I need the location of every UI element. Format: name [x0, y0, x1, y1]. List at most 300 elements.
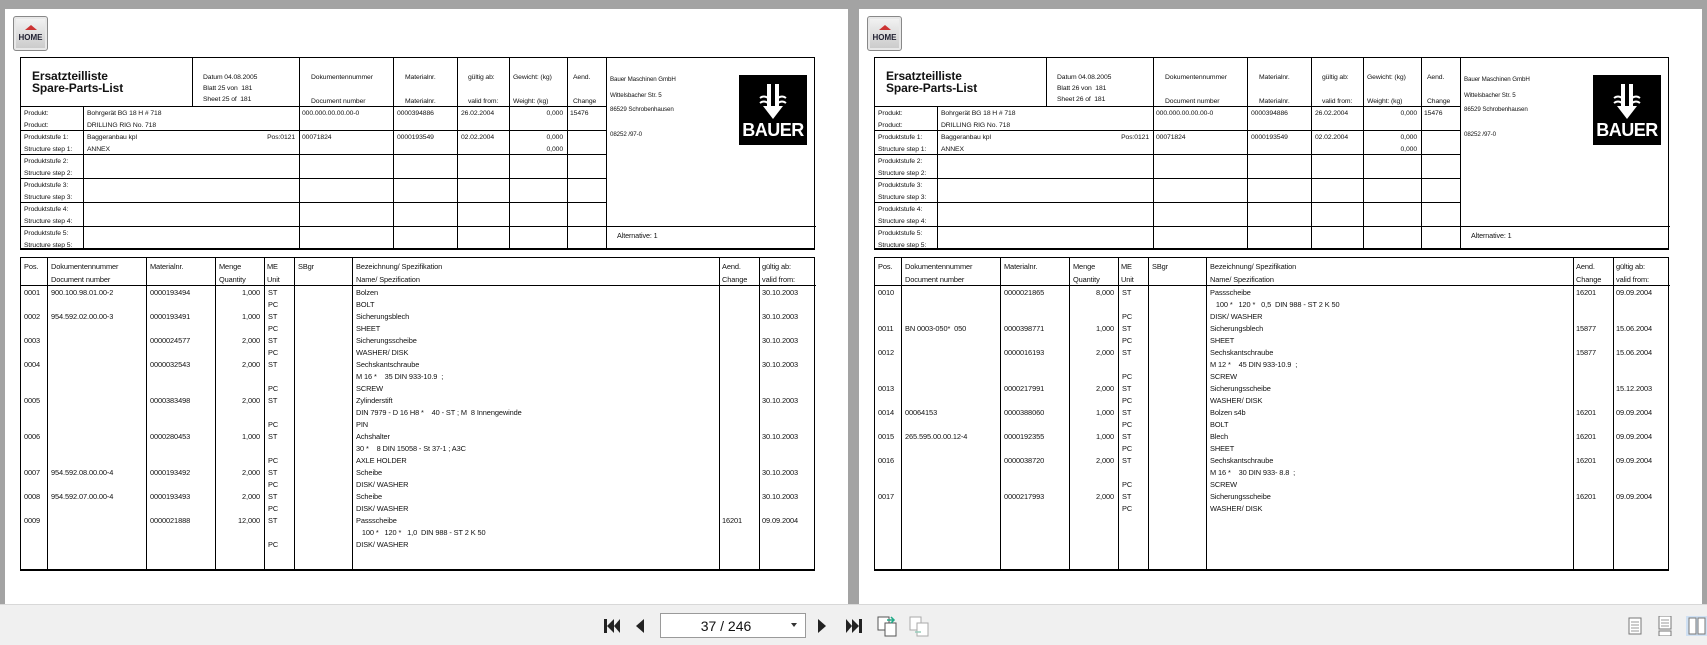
item-description: DISK/ WASHER [356, 540, 409, 549]
item-valid-from: 09.09.2004 [1616, 408, 1652, 417]
divider [875, 226, 1670, 227]
item-material-number: 0000192355 [1004, 432, 1045, 441]
table-row [875, 348, 1670, 384]
item-position: 0004 [24, 360, 41, 369]
item-description: AXLE HOLDER [356, 456, 407, 465]
table-row [875, 384, 1670, 408]
item-unit: PC [268, 504, 279, 513]
item-unit: ST [1122, 408, 1132, 417]
column-header-doc: Document number [905, 275, 965, 284]
item-unit: PC [1122, 420, 1133, 429]
item-quantity: 2,000 [242, 336, 260, 345]
item-description: M 12 * 45 DIN 933-10.9 ; [1210, 360, 1298, 369]
item-document-number: 00064153 [905, 408, 938, 417]
two-page-view-button[interactable] [1686, 616, 1707, 636]
step1-value: Baggeranbau kpl [941, 134, 991, 141]
column-header-pos: Pos. [878, 262, 893, 271]
company-address: 86529 Schrobenhausen [610, 106, 674, 113]
column-header-unit: ME [1121, 262, 1132, 271]
row-label: Produktstufe 2: [878, 158, 923, 165]
item-unit: ST [268, 516, 278, 525]
row-label: Produktstufe 4: [878, 206, 923, 213]
row-label: Produktstufe 3: [24, 182, 69, 189]
item-description: 100 * 120 * 0,5 DIN 988 - ST 2 K 50 [1210, 300, 1340, 309]
column-header: Weight: (kg) [513, 98, 549, 105]
company-address: 86529 Schrobenhausen [1464, 106, 1528, 113]
divider [299, 58, 300, 250]
item-description: Blech [1210, 432, 1228, 441]
column-header-desc: Bezeichnung/ Spezifikation [356, 262, 443, 271]
item-description: SCREW [1210, 480, 1238, 489]
company-address: 08252 /97-0 [1464, 131, 1496, 138]
item-unit: ST [1122, 456, 1132, 465]
item-description: Zylinderstift [356, 396, 393, 405]
next-page-icon [816, 618, 828, 634]
table-row [21, 396, 816, 432]
item-description: DISK/ WASHER [356, 480, 409, 489]
item-description: Sicherungsscheibe [356, 336, 417, 345]
divider [875, 202, 1460, 203]
column-header: Materialnr. [405, 74, 436, 81]
column-header: Gewicht: (kg) [1367, 74, 1406, 81]
item-description: SHEET [1210, 444, 1235, 453]
item-valid-from: 09.09.2004 [1616, 432, 1652, 441]
step1-pos: Pos:0121 [1121, 134, 1149, 141]
product-material: 0000394886 [1251, 110, 1288, 117]
item-description: 100 * 120 * 1,0 DIN 988 - ST 2 K 50 [356, 528, 486, 537]
row-label: Structure step 5: [878, 242, 927, 249]
item-description: Achshalter [356, 432, 390, 441]
item-unit: ST [1122, 432, 1132, 441]
item-unit: PC [1122, 504, 1133, 513]
document-page-right [859, 9, 1702, 604]
item-material-number: 0000193491 [150, 312, 191, 321]
item-unit: ST [1122, 492, 1132, 501]
column-header: gültig ab: [468, 74, 495, 81]
table-row [21, 492, 816, 516]
item-unit: PC [1122, 480, 1133, 489]
product-change: 15476 [1424, 110, 1443, 117]
column-header: Dokumentennummer [311, 74, 373, 81]
item-quantity: 1,000 [1096, 408, 1114, 417]
row-label: Produktstufe 3: [878, 182, 923, 189]
item-position: 0015 [878, 432, 895, 441]
column-header: Materialnr. [1259, 98, 1290, 105]
item-document-number: BN 0003-050* 050 [905, 324, 967, 333]
product-valid: 26.02.2004 [461, 110, 495, 117]
item-description: SHEET [356, 324, 381, 333]
column-header-unit: Unit [267, 275, 280, 284]
column-header: gültig ab: [1322, 74, 1349, 81]
table-row [21, 432, 816, 468]
item-quantity: 2,000 [242, 360, 260, 369]
document-subtitle: Spare-Parts-List [886, 81, 978, 95]
previous-page-icon [634, 618, 646, 634]
company-address: 08252 /97-0 [610, 131, 642, 138]
item-position: 0001 [24, 288, 41, 297]
item-valid-from: 30.10.2003 [762, 288, 798, 297]
continuous-view-icon [1658, 616, 1672, 636]
item-quantity: 1,000 [1096, 324, 1114, 333]
item-description: DISK/ WASHER [1210, 312, 1263, 321]
company-address: Wittelsbacher Str. 5 [1464, 92, 1516, 99]
column-header-change: Aend. [1576, 262, 1595, 271]
item-change: 15877 [1576, 324, 1597, 333]
logo-text: BAUER [742, 120, 804, 140]
column-header-desc: Name/ Spezification [1210, 275, 1274, 284]
home-button[interactable]: HOME [867, 16, 902, 51]
item-change: 16201 [1576, 456, 1597, 465]
row-label: Produktstufe 5: [878, 230, 923, 237]
step1-valid: 02.02.2004 [1315, 134, 1349, 141]
row-label: Produkt: [878, 110, 903, 117]
item-position: 0014 [878, 408, 895, 417]
item-position: 0002 [24, 312, 41, 321]
item-description: SCREW [356, 384, 384, 393]
item-position: 0007 [24, 468, 41, 477]
table-row [21, 312, 816, 336]
logo-arrow-icon [1612, 84, 1642, 120]
item-position: 0017 [878, 492, 895, 501]
item-valid-from: 30.10.2003 [762, 312, 798, 321]
row-label: Structure step 5: [24, 242, 73, 249]
item-unit: PC [268, 324, 279, 333]
two-page-view-icon [1688, 617, 1706, 635]
column-header-qty: Menge [219, 262, 242, 271]
item-quantity: 2,000 [1096, 492, 1114, 501]
item-valid-from: 09.09.2004 [1616, 288, 1652, 297]
item-material-number: 0000398771 [1004, 324, 1045, 333]
row-label: Structure step 3: [24, 194, 73, 201]
sync-forward-button[interactable] [876, 616, 900, 636]
bauer-logo [739, 75, 807, 145]
item-material-number: 0000388060 [1004, 408, 1045, 417]
item-description: BOLT [356, 300, 375, 309]
column-header: Document number [1165, 98, 1220, 105]
page-navigation-toolbar [0, 604, 1707, 645]
column-header-unit: ME [267, 262, 278, 271]
item-material-number: 0000383498 [150, 396, 191, 405]
column-header-sbgr: SBgr [1152, 262, 1169, 271]
item-quantity: 1,000 [1096, 432, 1114, 441]
row-label: Structure step 3: [878, 194, 927, 201]
table-row [21, 336, 816, 360]
home-button[interactable]: HOME [13, 16, 48, 51]
header-table [874, 57, 1669, 250]
item-description: SHEET [1210, 336, 1235, 345]
column-header-qty: Menge [1073, 262, 1096, 271]
item-description: SCREW [1210, 372, 1238, 381]
item-description: Sicherungsscheibe [1210, 492, 1271, 501]
column-header-qty: Quantity [219, 275, 246, 284]
column-header-desc: Name/ Spezification [356, 275, 420, 284]
sync-back-icon [909, 615, 931, 637]
step1-doc: 00071824 [302, 134, 332, 141]
sheet-info: Datum 04.08.2005 [1057, 74, 1112, 81]
item-quantity: 12,000 [237, 516, 260, 525]
item-description: WASHER/ DISK [1210, 396, 1263, 405]
item-change: 16201 [1576, 288, 1597, 297]
step1-valid: 02.02.2004 [461, 134, 495, 141]
column-header-mat: Materialnr. [1004, 262, 1038, 271]
column-header-valid: gültig ab: [1616, 262, 1645, 271]
product-weight: 0,000 [546, 110, 563, 117]
item-document-number: 265.595.00.00.12-4 [905, 432, 968, 441]
continuous-view-button[interactable] [1655, 616, 1675, 636]
item-document-number: 954.592.08.00.00-4 [51, 468, 114, 477]
column-header-desc: Bezeichnung/ Spezifikation [1210, 262, 1297, 271]
item-valid-from: 15.12.2003 [1616, 384, 1652, 393]
item-material-number: 0000038720 [1004, 456, 1045, 465]
sheet-info: Sheet 26 of 181 [1057, 96, 1106, 103]
divider [875, 178, 1460, 179]
divider [1311, 58, 1312, 250]
column-header-unit: Unit [1121, 275, 1134, 284]
item-unit: ST [1122, 384, 1132, 393]
item-valid-from: 30.10.2003 [762, 336, 798, 345]
item-description: Sicherungsscheibe [1210, 384, 1271, 393]
column-header-valid: valid from: [1616, 275, 1649, 284]
item-unit: PC [1122, 372, 1133, 381]
document-subtitle: Spare-Parts-List [32, 81, 124, 95]
row-label: Produktstufe 5: [24, 230, 69, 237]
step1-weight: 0,000 [546, 134, 563, 141]
item-description: DISK/ WASHER [356, 504, 409, 513]
item-description: WASHER/ DISK [1210, 504, 1263, 513]
column-header-doc: Document number [51, 275, 111, 284]
column-header-valid: valid from: [762, 275, 795, 284]
column-header: Materialnr. [1259, 74, 1290, 81]
divider [21, 285, 816, 286]
item-valid-from: 09.09.2004 [762, 516, 798, 525]
divider [875, 285, 1670, 286]
item-unit: ST [268, 360, 278, 369]
item-quantity: 2,000 [1096, 384, 1114, 393]
column-header-change: Change [722, 275, 748, 284]
item-unit: PC [268, 420, 279, 429]
divider [567, 58, 568, 250]
row-label: Structure step 2: [878, 170, 927, 177]
item-document-number: 900.100.98.01.00-2 [51, 288, 114, 297]
divider [21, 202, 606, 203]
column-header: valid from: [1322, 98, 1353, 105]
last-page-button[interactable] [843, 616, 865, 636]
item-unit: ST [268, 312, 278, 321]
item-description: Bolzen [356, 288, 378, 297]
item-position: 0003 [24, 336, 41, 345]
row-label: Structure step 1: [878, 146, 927, 153]
column-header: Change [1427, 98, 1451, 105]
row-label: Product: [878, 122, 903, 129]
row-label: Structure step 2: [24, 170, 73, 177]
table-row [875, 288, 1670, 324]
item-position: 0006 [24, 432, 41, 441]
item-material-number: 0000016193 [1004, 348, 1045, 357]
item-valid-from: 15.06.2004 [1616, 324, 1652, 333]
item-quantity: 1,000 [242, 432, 260, 441]
first-page-icon [603, 618, 621, 634]
item-change: 15877 [1576, 348, 1597, 357]
logo-arrow-icon [758, 84, 788, 120]
column-header-change: Change [1576, 275, 1602, 284]
row-label: Produktstufe 2: [24, 158, 69, 165]
item-description: PIN [356, 420, 369, 429]
divider [393, 58, 394, 250]
item-position: 0012 [878, 348, 895, 357]
item-description: Scheibe [356, 468, 383, 477]
previous-page-button[interactable] [632, 616, 648, 636]
item-quantity: 2,000 [242, 492, 260, 501]
item-unit: PC [268, 348, 279, 357]
item-unit: ST [1122, 348, 1132, 357]
item-quantity: 2,000 [242, 396, 260, 405]
item-valid-from: 09.09.2004 [1616, 456, 1652, 465]
item-quantity: 2,000 [242, 468, 260, 477]
item-unit: PC [268, 540, 279, 549]
product-valid: 26.02.2004 [1315, 110, 1349, 117]
single-page-view-icon [1628, 617, 1642, 635]
single-page-view-button[interactable] [1625, 616, 1645, 636]
item-material-number: 0000021865 [1004, 288, 1045, 297]
item-description: Sicherungsblech [356, 312, 410, 321]
item-description: Sechskantschraube [356, 360, 420, 369]
row-label: Structure step 4: [24, 218, 73, 225]
item-document-number: 954.592.07.00.00-4 [51, 492, 114, 501]
column-header: Aend. [573, 74, 591, 81]
sheet-info: Blatt 26 von 181 [1057, 85, 1107, 92]
product-value: DRILLING RIG No. 718 [941, 122, 1011, 129]
sheet-info: Datum 04.08.2005 [203, 74, 258, 81]
item-material-number: 0000024577 [150, 336, 191, 345]
item-unit: PC [1122, 396, 1133, 405]
column-header: Materialnr. [405, 98, 436, 105]
item-unit: ST [268, 288, 278, 297]
divider [21, 178, 606, 179]
item-material-number: 0000217993 [1004, 492, 1045, 501]
step1-material: 0000193549 [1251, 134, 1288, 141]
item-description: BOLT [1210, 420, 1229, 429]
step1-value: Baggeranbau kpl [87, 134, 137, 141]
column-header: Change [573, 98, 597, 105]
parts-table [20, 257, 815, 571]
divider [457, 58, 458, 250]
sheet-info: Blatt 25 von 181 [203, 85, 253, 92]
item-unit: PC [268, 456, 279, 465]
item-description: Passscheibe [356, 516, 397, 525]
step1-pos: Pos:0121 [267, 134, 295, 141]
table-row [875, 432, 1670, 456]
step1-value: ANNEX [941, 146, 964, 153]
divider [1247, 58, 1248, 250]
product-value: Bohrgerät BG 18 H # 718 [87, 110, 162, 117]
header-table [20, 57, 815, 250]
item-unit: ST [268, 432, 278, 441]
sync-back-button[interactable] [908, 616, 932, 636]
table-row [875, 324, 1670, 348]
divider [937, 106, 938, 250]
column-header-doc: Dokumentennummer [51, 262, 119, 271]
item-position: 0010 [878, 288, 895, 297]
company-address: Bauer Maschinen GmbH [610, 76, 676, 83]
item-description: Sechskantschraube [1210, 348, 1274, 357]
column-header-valid: gültig ab: [762, 262, 791, 271]
chevron-down-icon[interactable] [791, 623, 797, 627]
row-label: Product: [24, 122, 49, 129]
row-label: Structure step 1: [24, 146, 73, 153]
item-quantity: 2,000 [1096, 456, 1114, 465]
divider [1421, 58, 1422, 250]
item-change: 16201 [1576, 432, 1597, 441]
item-change: 16201 [722, 516, 743, 525]
logo-text: BAUER [1596, 120, 1658, 140]
item-description: Sicherungsblech [1210, 324, 1264, 333]
item-material-number: 0000193494 [150, 288, 191, 297]
product-doc: 000.000.00.00.00-0 [1156, 110, 1214, 117]
table-row [21, 288, 816, 312]
item-unit: ST [268, 492, 278, 501]
column-header-sbgr: SBgr [298, 262, 315, 271]
page-number-input[interactable] [660, 613, 806, 638]
table-row [21, 360, 816, 396]
row-label: Produktstufe 1: [878, 134, 923, 141]
item-valid-from: 30.10.2003 [762, 468, 798, 477]
column-header-change: Aend. [722, 262, 741, 271]
item-document-number: 954.592.02.00.00-3 [51, 312, 114, 321]
item-material-number: 0000217991 [1004, 384, 1045, 393]
item-unit: PC [268, 480, 279, 489]
item-unit: PC [268, 300, 279, 309]
sheet-info: Sheet 25 of 181 [203, 96, 252, 103]
alternative-label: Alternative: 1 [617, 231, 658, 240]
item-material-number: 0000193492 [150, 468, 191, 477]
column-header: Document number [311, 98, 366, 105]
divider [1046, 58, 1047, 106]
row-label: Produkt: [24, 110, 49, 117]
item-position: 0008 [24, 492, 41, 501]
product-change: 15476 [570, 110, 589, 117]
next-page-button[interactable] [814, 616, 830, 636]
column-header: Gewicht: (kg) [513, 74, 552, 81]
item-valid-from: 30.10.2003 [762, 396, 798, 405]
product-material: 0000394886 [397, 110, 434, 117]
item-description: Passscheibe [1210, 288, 1251, 297]
item-valid-from: 30.10.2003 [762, 432, 798, 441]
table-row [875, 408, 1670, 432]
item-position: 0016 [878, 456, 895, 465]
company-address: Bauer Maschinen GmbH [1464, 76, 1530, 83]
item-description: Sechskantschraube [1210, 456, 1274, 465]
item-quantity: 1,000 [242, 312, 260, 321]
item-unit: PC [1122, 336, 1133, 345]
step1-weight: 0,000 [1400, 134, 1417, 141]
product-value: Bohrgerät BG 18 H # 718 [941, 110, 1016, 117]
first-page-button[interactable] [601, 616, 623, 636]
item-unit: PC [1122, 444, 1133, 453]
step1-material: 0000193549 [397, 134, 434, 141]
item-unit: ST [268, 336, 278, 345]
item-material-number: 0000280453 [150, 432, 191, 441]
column-header: Aend. [1427, 74, 1445, 81]
divider [509, 58, 510, 250]
column-header-mat: Materialnr. [150, 262, 184, 271]
bauer-logo [1593, 75, 1661, 145]
step1-doc: 00071824 [1156, 134, 1186, 141]
column-header: Dokumentennummer [1165, 74, 1227, 81]
column-header-qty: Quantity [1073, 275, 1100, 284]
last-page-icon [845, 618, 863, 634]
item-position: 0005 [24, 396, 41, 405]
column-header-doc: Dokumentennummer [905, 262, 973, 271]
